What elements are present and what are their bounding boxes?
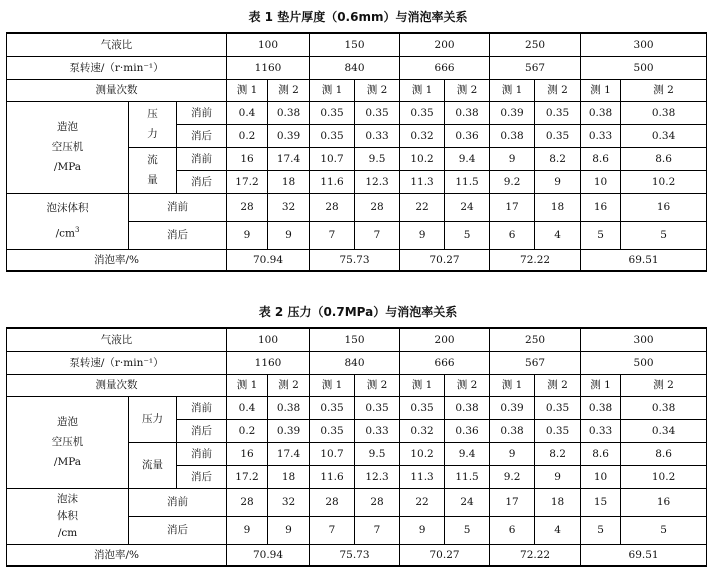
pump-speed-value: 1160 [227,351,310,374]
pump-speed-value: 567 [490,56,581,79]
data-cell: 8.6 [621,442,707,465]
data-cell: 5 [445,221,490,249]
measure-cell: 测 1 [400,79,445,101]
data-cell: 7 [355,221,400,249]
table1-pump-speed-row [7,56,707,79]
pump-speed-label: 泵转速/（r·min⁻¹） [7,56,227,79]
data-cell: 18 [535,488,581,516]
data-cell: 8.6 [581,147,621,170]
measure-cell: 测 2 [445,374,490,396]
table1 [6,32,707,272]
table2-foam-before-row [7,488,707,516]
data-cell: 9 [535,465,581,488]
before-label: 消前 [177,147,227,170]
pump-speed-value: 666 [400,351,490,374]
data-cell: 5 [581,221,621,249]
data-cell: 9 [268,516,310,544]
data-cell: 28 [310,488,355,516]
data-cell: 0.38 [445,101,490,124]
data-cell: 0.2 [227,124,268,147]
data-cell: 0.35 [400,396,445,419]
data-cell: 9 [227,221,268,249]
data-cell: 32 [268,193,310,221]
defoam-rate-value: 70.27 [400,249,490,271]
data-cell: 11.5 [445,170,490,193]
data-cell: 17.2 [227,170,268,193]
data-cell: 0.35 [400,101,445,124]
data-cell: 9 [535,170,581,193]
data-cell: 7 [355,516,400,544]
measure-cell: 测 1 [227,79,268,101]
gas-liquid-value: 300 [581,328,707,351]
gas-liquid-value: 100 [227,328,310,351]
data-cell: 10.2 [621,465,707,488]
table2 [6,327,707,567]
measure-cell: 测 1 [227,374,268,396]
measure-cell: 测 2 [445,79,490,101]
data-cell: 9 [490,442,535,465]
data-cell: 9.4 [445,442,490,465]
data-cell: 9 [400,221,445,249]
measure-cell: 测 2 [355,374,400,396]
pressure-label: 压 力 [129,101,177,147]
data-cell: 0.35 [535,419,581,442]
data-cell: 9.5 [355,147,400,170]
data-cell: 4 [535,221,581,249]
gas-liquid-ratio-label: 气液比 [7,33,227,56]
data-cell: 16 [227,147,268,170]
data-cell: 9.4 [445,147,490,170]
defoam-rate-value: 75.73 [310,544,400,566]
table2-defoam-rate-row [7,544,707,566]
data-cell: 0.39 [490,396,535,419]
data-cell: 0.4 [227,396,268,419]
after-label: 消后 [177,419,227,442]
data-cell: 0.38 [268,101,310,124]
data-cell: 9 [490,147,535,170]
data-cell: 0.2 [227,419,268,442]
data-cell: 0.39 [490,101,535,124]
after-label: 消后 [177,465,227,488]
measure-count-label: 测量次数 [7,374,227,396]
measure-cell: 测 1 [490,79,535,101]
data-cell: 11.6 [310,170,355,193]
table1-header-row [7,33,707,56]
data-cell: 18 [268,465,310,488]
data-cell: 5 [621,221,707,249]
data-cell: 0.35 [355,396,400,419]
gas-liquid-value: 250 [490,328,581,351]
data-cell: 7 [310,516,355,544]
defoam-rate-value: 70.94 [227,544,310,566]
measure-cell: 测 1 [400,374,445,396]
pump-speed-value: 840 [310,56,400,79]
gas-liquid-value: 150 [310,33,400,56]
table2-pump-speed-row [7,351,707,374]
data-cell: 9 [227,516,268,544]
measure-cell: 测 2 [621,374,707,396]
data-cell: 0.33 [355,419,400,442]
gas-liquid-value: 250 [490,33,581,56]
data-cell: 0.38 [490,419,535,442]
data-cell: 0.35 [355,101,400,124]
data-cell: 17.4 [268,147,310,170]
data-cell: 0.36 [445,419,490,442]
pump-speed-value: 666 [400,56,490,79]
measure-cell: 测 1 [581,374,621,396]
data-cell: 0.35 [310,101,355,124]
before-label: 消前 [177,396,227,419]
data-cell: 17.2 [227,465,268,488]
data-cell: 28 [310,193,355,221]
data-cell: 10.7 [310,442,355,465]
compressor-label: 造泡 空压机 /MPa [7,101,129,193]
flow-label: 流量 [129,442,177,488]
measure-cell: 测 2 [535,374,581,396]
after-label: 消后 [177,170,227,193]
data-cell: 0.33 [581,124,621,147]
table1-measure-row [7,79,707,101]
pump-speed-value: 840 [310,351,400,374]
after-label: 消后 [177,124,227,147]
data-cell: 17 [490,193,535,221]
pump-speed-value: 567 [490,351,581,374]
measure-cell: 测 1 [310,79,355,101]
data-cell: 11.3 [400,465,445,488]
table1-pressure-before-row [7,101,707,124]
data-cell: 18 [535,193,581,221]
data-cell: 28 [227,193,268,221]
data-cell: 9 [268,221,310,249]
data-cell: 28 [227,488,268,516]
data-cell: 9.2 [490,465,535,488]
data-cell: 0.33 [581,419,621,442]
data-cell: 8.2 [535,147,581,170]
data-cell: 0.36 [445,124,490,147]
defoam-rate-value: 69.51 [581,249,707,271]
data-cell: 0.39 [268,124,310,147]
defoam-rate-value: 72.22 [490,544,581,566]
data-cell: 0.33 [355,124,400,147]
before-label: 消前 [129,488,227,516]
table1-defoam-rate-row [7,249,707,271]
measure-cell: 测 1 [490,374,535,396]
before-label: 消前 [129,193,227,221]
data-cell: 22 [400,193,445,221]
gas-liquid-value: 300 [581,33,707,56]
pressure-label: 压力 [129,396,177,442]
data-cell: 11.6 [310,465,355,488]
data-cell: 0.34 [621,124,707,147]
measure-cell: 测 2 [268,374,310,396]
data-cell: 17 [490,488,535,516]
data-cell: 17.4 [268,442,310,465]
data-cell: 5 [581,516,621,544]
data-cell: 0.35 [535,124,581,147]
gas-liquid-value: 150 [310,328,400,351]
measure-cell: 测 1 [581,79,621,101]
data-cell: 0.35 [310,124,355,147]
data-cell: 5 [621,516,707,544]
table2-header-row [7,328,707,351]
data-cell: 24 [445,488,490,516]
data-cell: 0.35 [535,101,581,124]
data-cell: 12.3 [355,170,400,193]
pump-speed-value: 500 [581,351,707,374]
pump-speed-label: 泵转速/（r·min⁻¹） [7,351,227,374]
unit-superscript: 3 [74,226,80,235]
data-cell: 9 [400,516,445,544]
data-cell: 10.2 [400,147,445,170]
data-cell: 28 [355,488,400,516]
measure-count-label: 测量次数 [7,79,227,101]
table2-measure-row [7,374,707,396]
after-label: 消后 [129,221,227,249]
measure-cell: 测 2 [621,79,707,101]
data-cell: 5 [445,516,490,544]
pump-speed-value: 1160 [227,56,310,79]
data-cell: 10.2 [400,442,445,465]
defoam-rate-value: 69.51 [581,544,707,566]
data-cell: 0.38 [581,396,621,419]
table1-caption: 表 1 垫片厚度（0.6mm）与消泡率关系 [248,10,468,24]
data-cell: 0.32 [400,419,445,442]
data-cell: 0.38 [621,101,707,124]
data-cell: 24 [445,193,490,221]
data-cell: 8.6 [581,442,621,465]
data-cell: 8.2 [535,442,581,465]
data-cell: 0.38 [581,101,621,124]
data-cell: 16 [621,193,707,221]
data-cell: 0.38 [445,396,490,419]
data-cell: 28 [355,193,400,221]
data-cell: 15 [581,488,621,516]
foam-volume-label: 泡沫 体积 /cm [7,488,129,544]
data-cell: 0.38 [621,396,707,419]
data-cell: 12.3 [355,465,400,488]
data-cell: 9.2 [490,170,535,193]
foam-volume-label: 泡沫体积 $/cm^3$ [7,193,129,249]
data-cell: 7 [310,221,355,249]
data-cell: 0.4 [227,101,268,124]
after-label: 消后 [129,516,227,544]
data-cell: 10 [581,465,621,488]
measure-cell: 测 2 [268,79,310,101]
data-cell: 0.38 [490,124,535,147]
data-cell: 4 [535,516,581,544]
data-cell: 0.34 [621,419,707,442]
data-cell: 11.3 [400,170,445,193]
data-cell: 16 [621,488,707,516]
data-cell: 18 [268,170,310,193]
defoam-rate-value: 70.94 [227,249,310,271]
data-cell: 0.38 [268,396,310,419]
defoam-rate-value: 75.73 [310,249,400,271]
measure-cell: 测 2 [535,79,581,101]
data-cell: 6 [490,221,535,249]
defoam-rate-label: 消泡率/% [7,544,227,566]
data-cell: 0.35 [535,396,581,419]
data-cell: 8.6 [621,147,707,170]
gas-liquid-value: 100 [227,33,310,56]
table1-foam-before-row [7,193,707,221]
data-cell: 32 [268,488,310,516]
data-cell: 16 [581,193,621,221]
data-cell: 10 [581,170,621,193]
defoam-rate-value: 70.27 [400,544,490,566]
data-cell: 0.35 [310,396,355,419]
data-cell: 0.39 [268,419,310,442]
data-cell: 16 [227,442,268,465]
data-cell: 0.35 [310,419,355,442]
data-cell: 0.32 [400,124,445,147]
table2-pressure-before-row [7,396,707,419]
gas-liquid-value: 200 [400,328,490,351]
defoam-rate-label: 消泡率/% [7,249,227,271]
gas-liquid-ratio-label: 气液比 [7,328,227,351]
before-label: 消前 [177,101,227,124]
data-cell: 11.5 [445,465,490,488]
data-cell: 22 [400,488,445,516]
data-cell: 6 [490,516,535,544]
gas-liquid-value: 200 [400,33,490,56]
compressor-label: 造泡 空压机 /MPa [7,396,129,488]
data-cell: 9.5 [355,442,400,465]
data-cell: 10.7 [310,147,355,170]
data-cell: 10.2 [621,170,707,193]
defoam-rate-value: 72.22 [490,249,581,271]
measure-cell: 测 2 [355,79,400,101]
flow-label: 流 量 [129,147,177,193]
measure-cell: 测 1 [310,374,355,396]
table2-caption: 表 2 压力（0.7MPa）与消泡率关系 [258,305,458,319]
before-label: 消前 [177,442,227,465]
pump-speed-value: 500 [581,56,707,79]
